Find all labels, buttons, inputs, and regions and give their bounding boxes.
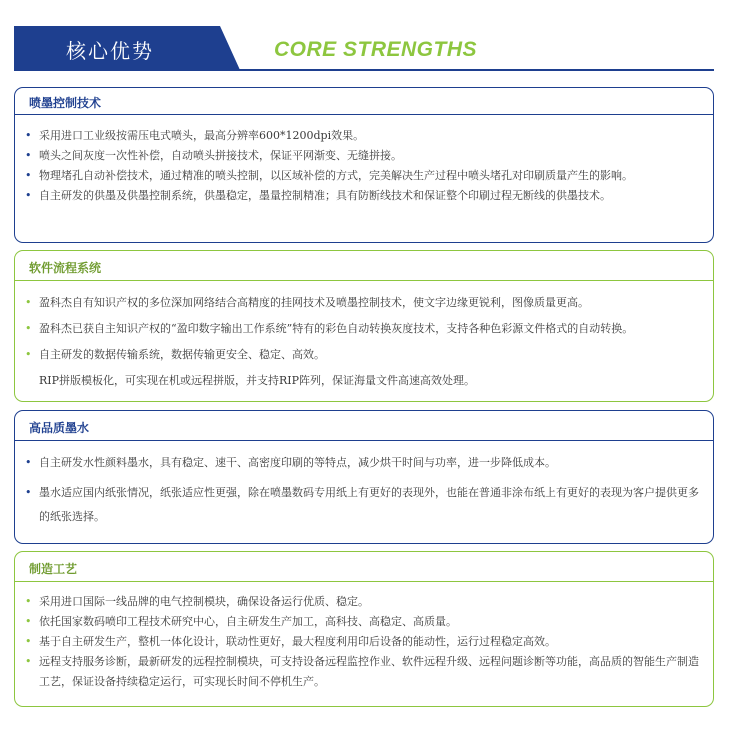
bullet-icon: •: [25, 189, 32, 202]
page-title: 核心优势: [66, 39, 154, 63]
bullet-icon: •: [25, 615, 32, 628]
section-title: 喷墨控制技术: [29, 96, 102, 110]
bullet-icon: •: [25, 655, 32, 668]
list-item: • 自主研发水性颜料墨水，具有稳定、速干、高密度印刷的等特点，减少烘干时间与功率，进一步降低成本。: [25, 453, 703, 473]
list-item: • 采用进口工业级按需压电式喷头，最高分辨率600*1200dpi效果。: [25, 126, 703, 146]
bullet-icon: •: [25, 595, 32, 608]
bullet-icon: •: [25, 456, 32, 469]
section-inkjet-control: [14, 87, 714, 243]
bullet-icon: •: [25, 149, 32, 162]
section-list: [25, 453, 703, 529]
list-item: • 墨水适应国内纸张情况，纸张适应性更强，除在喷墨数码专用纸上有更好的表现外，也能在普通非涂布纸上有更好的表现为客户提供更多的纸张选择。: [25, 481, 703, 529]
list-item: • 盈科杰已获自主知识产权的“盈印数字输出工作系统”特有的彩色自动转换灰度技术，支持各种色彩源文件格式的自动转换。: [25, 319, 703, 339]
section-high-quality-ink: [14, 410, 714, 544]
list-item-note: RIP拼版模板化，可实现在机或远程拼版，并支持RIP阵列，保证海量文件高速高效处理。: [39, 374, 476, 387]
section-title: 制造工艺: [29, 562, 78, 576]
section-divider: [15, 440, 713, 441]
list-item: • 盈科杰自有知识产权的多位深加网络结合高精度的挂网技术及喷墨控制技术，使文字边缘更锐利，图像质量更高。: [25, 293, 703, 313]
list-item: • 喷头之间灰度一次性补偿，自动喷头拼接技术，保证平网渐变、无缝拼接。: [25, 146, 703, 166]
section-list: [25, 126, 703, 206]
section-title: 高品质墨水: [29, 421, 90, 435]
bullet-icon: •: [25, 486, 32, 499]
section-manufacturing-process: [14, 551, 714, 707]
section-title: 软件流程系统: [29, 261, 102, 275]
section-divider: [15, 114, 713, 115]
section-software-workflow: [14, 250, 714, 402]
list-item: • 远程支持服务诊断，最新研发的远程控制模块，可支持设备远程监控作业、软件远程升级、远程问题诊断等功能，高品质的智能生产制造工艺，保证设备持续稳定运行，可实现长时间不停机生产。: [25, 652, 703, 692]
bullet-icon: •: [25, 348, 32, 361]
page-subtitle: CORE STRENGTHS: [274, 38, 478, 61]
list-item: • 自主研发的数据传输系统，数据传输更安全、稳定、高效。: [25, 345, 703, 365]
page-header: [14, 26, 718, 72]
section-divider: [15, 581, 713, 582]
bullet-icon: •: [25, 169, 32, 182]
header-rule: [14, 69, 714, 71]
bullet-icon: •: [25, 322, 32, 335]
section-list: [25, 293, 703, 391]
section-list: [25, 592, 703, 692]
list-item: • 采用进口国际一线品牌的电气控制模块，确保设备运行优质、稳定。: [25, 592, 703, 612]
bullet-icon: •: [25, 296, 32, 309]
list-item: • 依托国家数码喷印工程技术研究中心，自主研发生产加工，高科技、高稳定、高质量。: [25, 612, 703, 632]
bullet-icon: •: [25, 635, 32, 648]
list-item: • 物理堵孔自动补偿技术，通过精准的喷头控制，以区域补偿的方式，完美解决生产过程中喷头堵孔对印刷质量产生的影响。: [25, 166, 703, 186]
list-item: • 基于自主研发生产，整机一体化设计，联动性更好，最大程度利用印后设备的能动性，运行过程稳定高效。: [25, 632, 703, 652]
section-divider: [15, 280, 713, 281]
list-item: • 自主研发的供墨及供墨控制系统，供墨稳定，墨量控制精准；具有防断线技术和保证整个印刷过程无断线的供墨技术。: [25, 186, 703, 206]
bullet-icon: •: [25, 129, 32, 142]
